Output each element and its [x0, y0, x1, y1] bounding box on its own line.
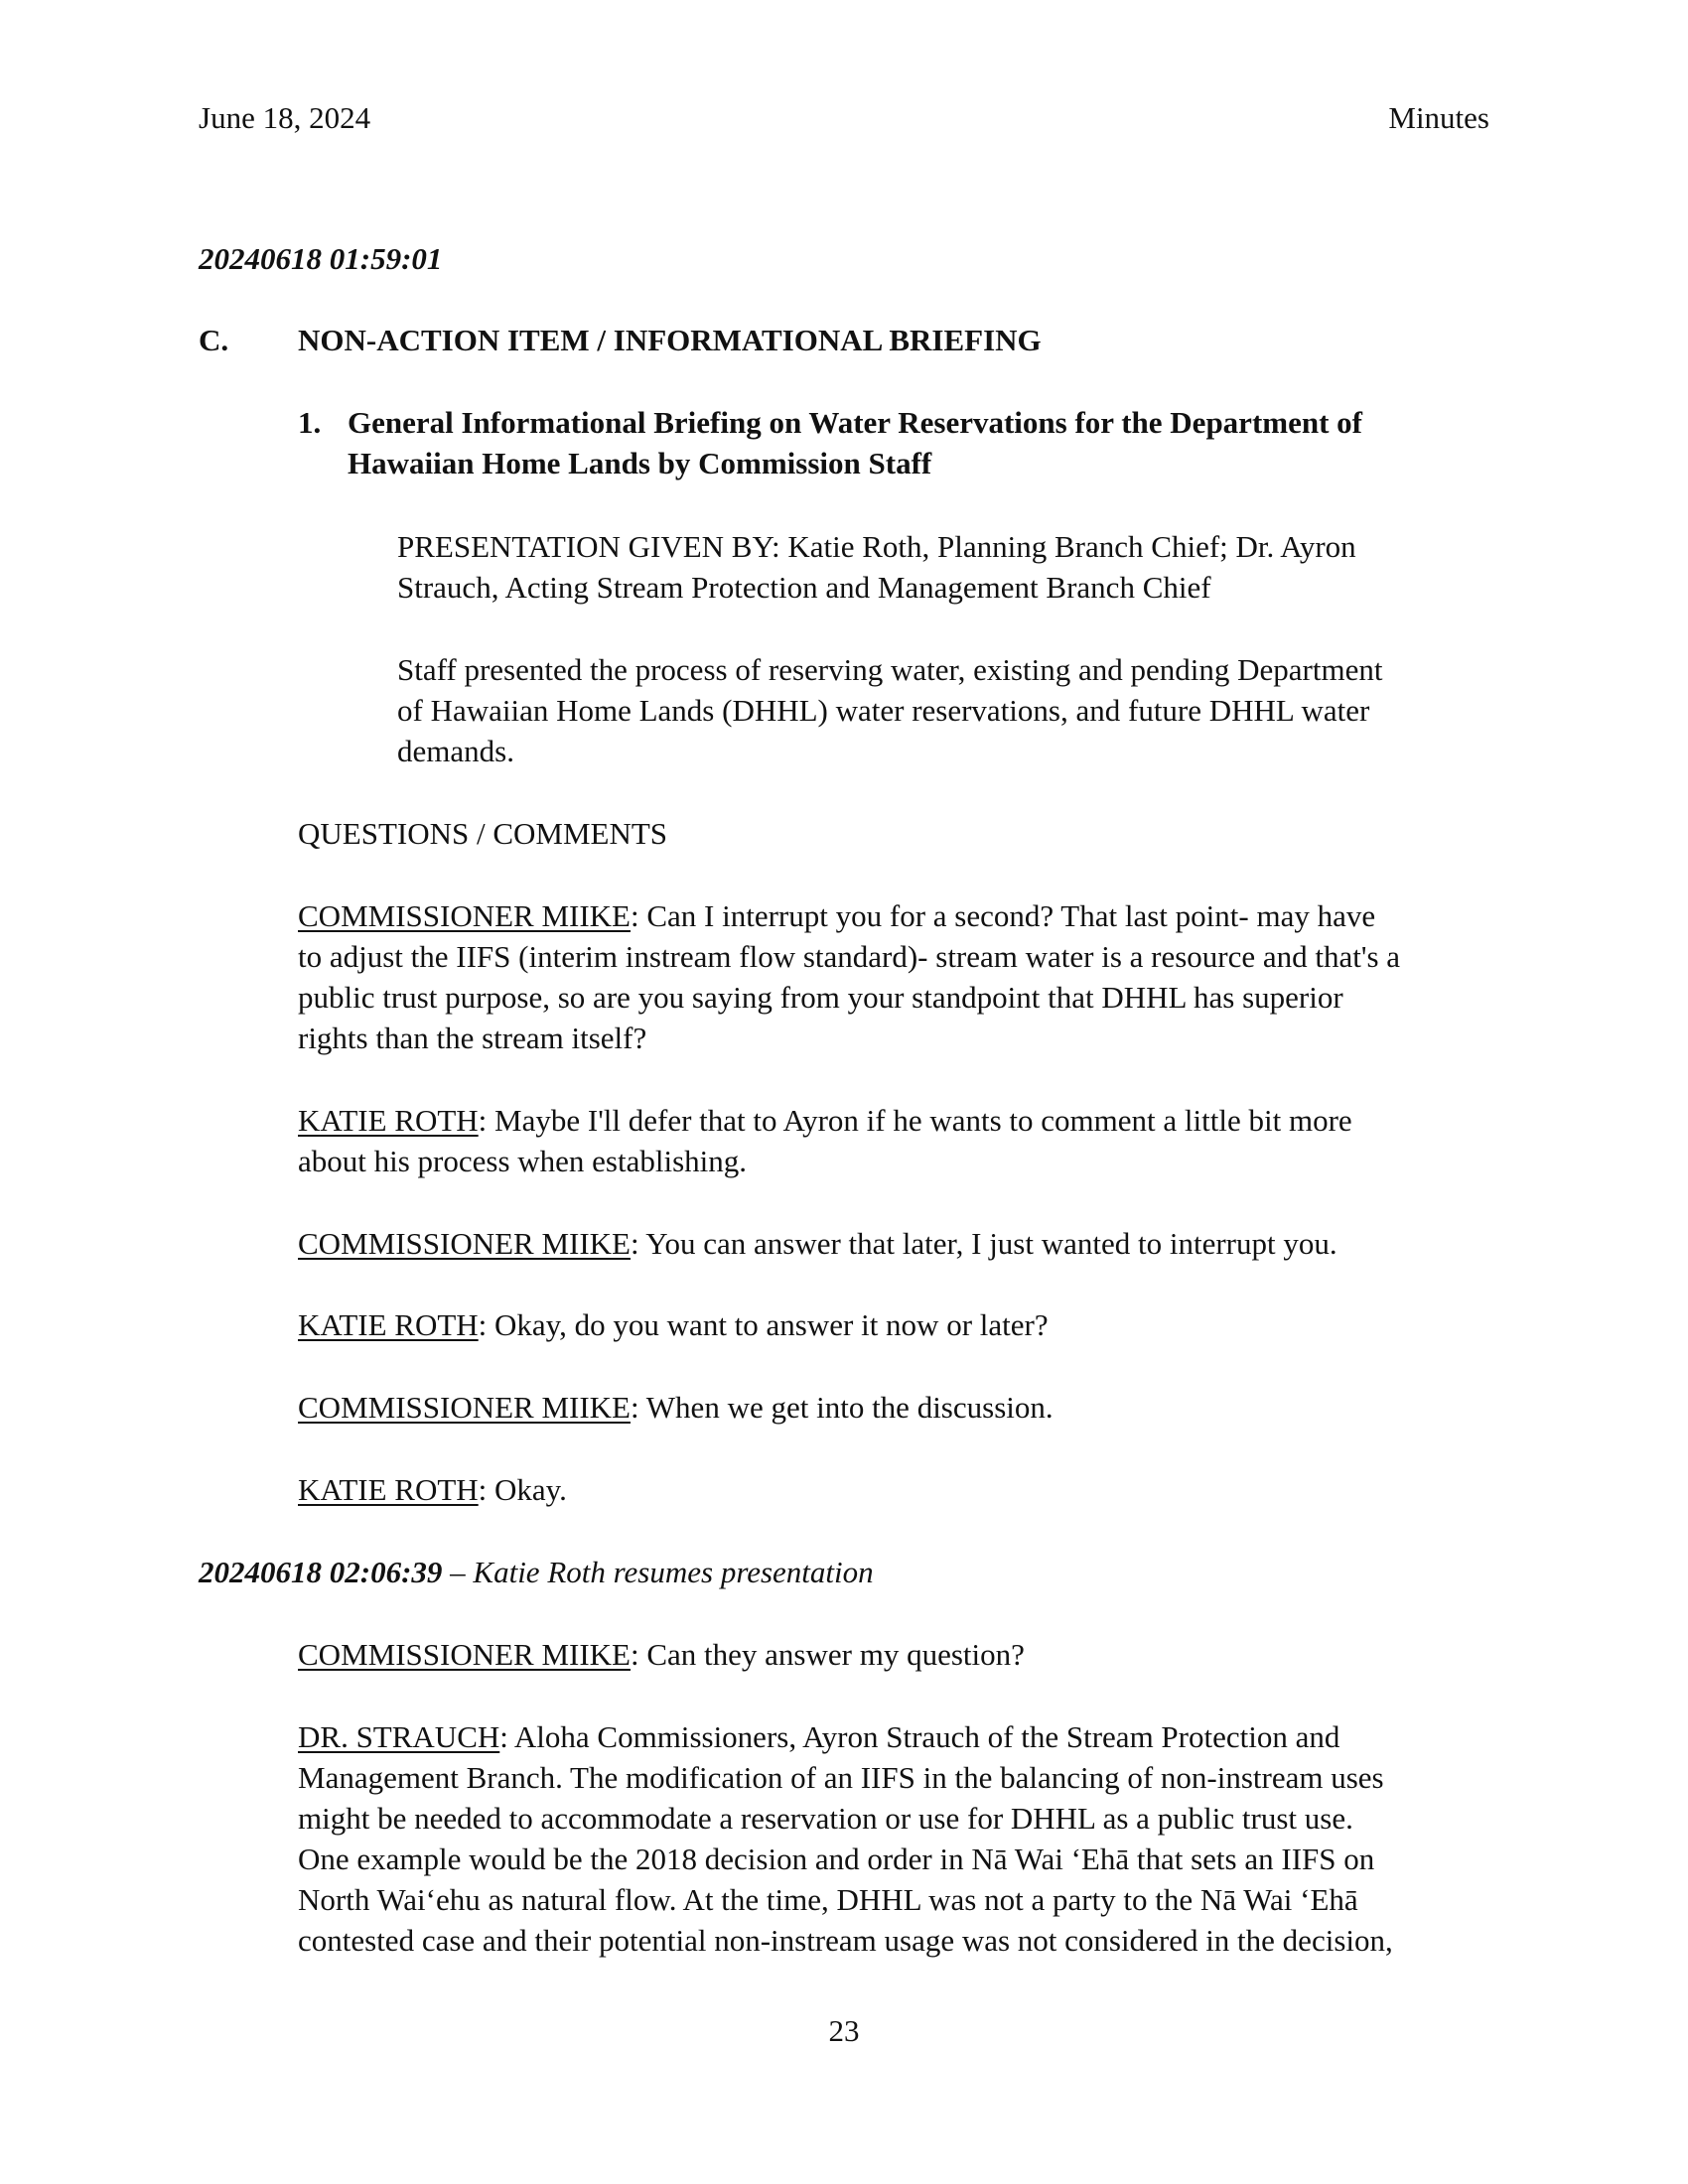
dialogue-first-line — [298, 1716, 1489, 1757]
dialogue-text: : Okay. — [478, 1472, 567, 1507]
item-title-line: Hawaiian Home Lands by Commission Staff — [348, 446, 932, 480]
dialogue-text: : Aloha Commissioners, Ayron Strauch of the Stream Protection and — [499, 1719, 1340, 1754]
dialogue-entry — [298, 1223, 1489, 1264]
speaker-name: KATIE ROTH — [298, 1307, 479, 1342]
section-title: NON-ACTION ITEM / INFORMATIONAL BRIEFING — [298, 323, 1042, 357]
dialogue-first-line — [298, 1223, 1489, 1264]
timestamp: 20240618 01:59:01 — [199, 241, 443, 276]
dialogue-text: : Maybe I'll defer that to Ayron if he wants to comment a little bit more — [478, 1103, 1352, 1138]
section-letter: C. — [199, 323, 229, 357]
dialogue-text: : When we get into the discussion. — [631, 1390, 1054, 1425]
dialogue-line: contested case and their potential non-instream usage was not considered in the decision, — [298, 1923, 1393, 1958]
dialogue-line: Management Branch. The modification of an IIFS in the balancing of non-instream uses — [298, 1760, 1384, 1795]
speaker-name: COMMISSIONER MIIKE — [298, 898, 631, 933]
dialogue-first-line — [298, 1634, 1489, 1675]
speaker-name: COMMISSIONER MIIKE — [298, 1226, 631, 1261]
dialogue-entry — [298, 1387, 1489, 1428]
summary-line: of Hawaiian Home Lands (DHHL) water reservations, and future DHHL water — [397, 693, 1370, 728]
dialogue-entry — [298, 1469, 1489, 1510]
dialogue-text: : Can they answer my question? — [631, 1637, 1025, 1672]
dialogue-entry — [298, 1304, 1489, 1345]
dialogue-line: One example would be the 2018 decision and order in Nā Wai ‘Ehā that sets an IIFS on — [298, 1842, 1375, 1876]
dialogue-line: North Wai‘ehu as natural flow. At the time, DHHL was not a party to the Nā Wai ‘Ehā — [298, 1882, 1358, 1917]
dialogue-first-line — [298, 1469, 1489, 1510]
dialogue-entry — [298, 1100, 1489, 1181]
dialogue-text: : Okay, do you want to answer it now or later? — [478, 1307, 1049, 1342]
item-title-line: General Informational Briefing on Water Reservations for the Department of — [348, 405, 1362, 440]
timestamp — [199, 1552, 874, 1592]
speaker-name: DR. STRAUCH — [298, 1719, 500, 1754]
dialogue-line: public trust purpose, so are you saying from your standpoint that DHHL has superior — [298, 980, 1343, 1015]
speaker-name: COMMISSIONER MIIKE — [298, 1390, 631, 1425]
speaker-name: KATIE ROTH — [298, 1472, 479, 1507]
presentation-line: Strauch, Acting Stream Protection and Management Branch Chief — [397, 570, 1211, 605]
dialogue-entry — [298, 1634, 1489, 1675]
dialogue-entry — [298, 895, 1489, 1058]
item-title — [348, 402, 1460, 483]
header-doc-type: Minutes — [1388, 100, 1489, 135]
dialogue-line: might be needed to accommodate a reservation or use for DHHL as a public trust use. — [298, 1801, 1353, 1836]
dialogue-first-line — [298, 1304, 1489, 1345]
timestamp-time: 20240618 02:06:39 — [199, 1555, 443, 1589]
dialogue-line: to adjust the IIFS (interim instream flow standard)- stream water is a resource and that's a — [298, 939, 1401, 974]
dialogue-first-line — [298, 1387, 1489, 1428]
dialogue-line: about his process when establishing. — [298, 1144, 748, 1178]
header-date: June 18, 2024 — [199, 100, 371, 135]
dialogue-entry — [298, 1716, 1489, 1961]
questions-comments-heading: QUESTIONS / COMMENTS — [298, 816, 668, 851]
dialogue-first-line — [298, 1100, 1489, 1141]
summary-line: Staff presented the process of reserving water, existing and pending Department — [397, 652, 1383, 687]
presentation-credit — [397, 526, 1489, 608]
page-number: 23 — [828, 2013, 860, 2048]
presentation-summary — [397, 649, 1489, 771]
dialogue-text: : Can I interrupt you for a second? That last point- may have — [631, 898, 1376, 933]
item-number: 1. — [298, 405, 322, 440]
dialogue-text: : You can answer that later, I just wanted to interrupt you. — [631, 1226, 1337, 1261]
dialogue-first-line — [298, 895, 1489, 936]
presentation-line: PRESENTATION GIVEN BY: Katie Roth, Planning Branch Chief; Dr. Ayron — [397, 529, 1356, 564]
summary-line: demands. — [397, 734, 514, 768]
speaker-name: COMMISSIONER MIIKE — [298, 1637, 631, 1672]
speaker-name: KATIE ROTH — [298, 1103, 479, 1138]
timestamp-note: – Katie Roth resumes presentation — [442, 1555, 874, 1589]
dialogue-line: rights than the stream itself? — [298, 1021, 647, 1055]
